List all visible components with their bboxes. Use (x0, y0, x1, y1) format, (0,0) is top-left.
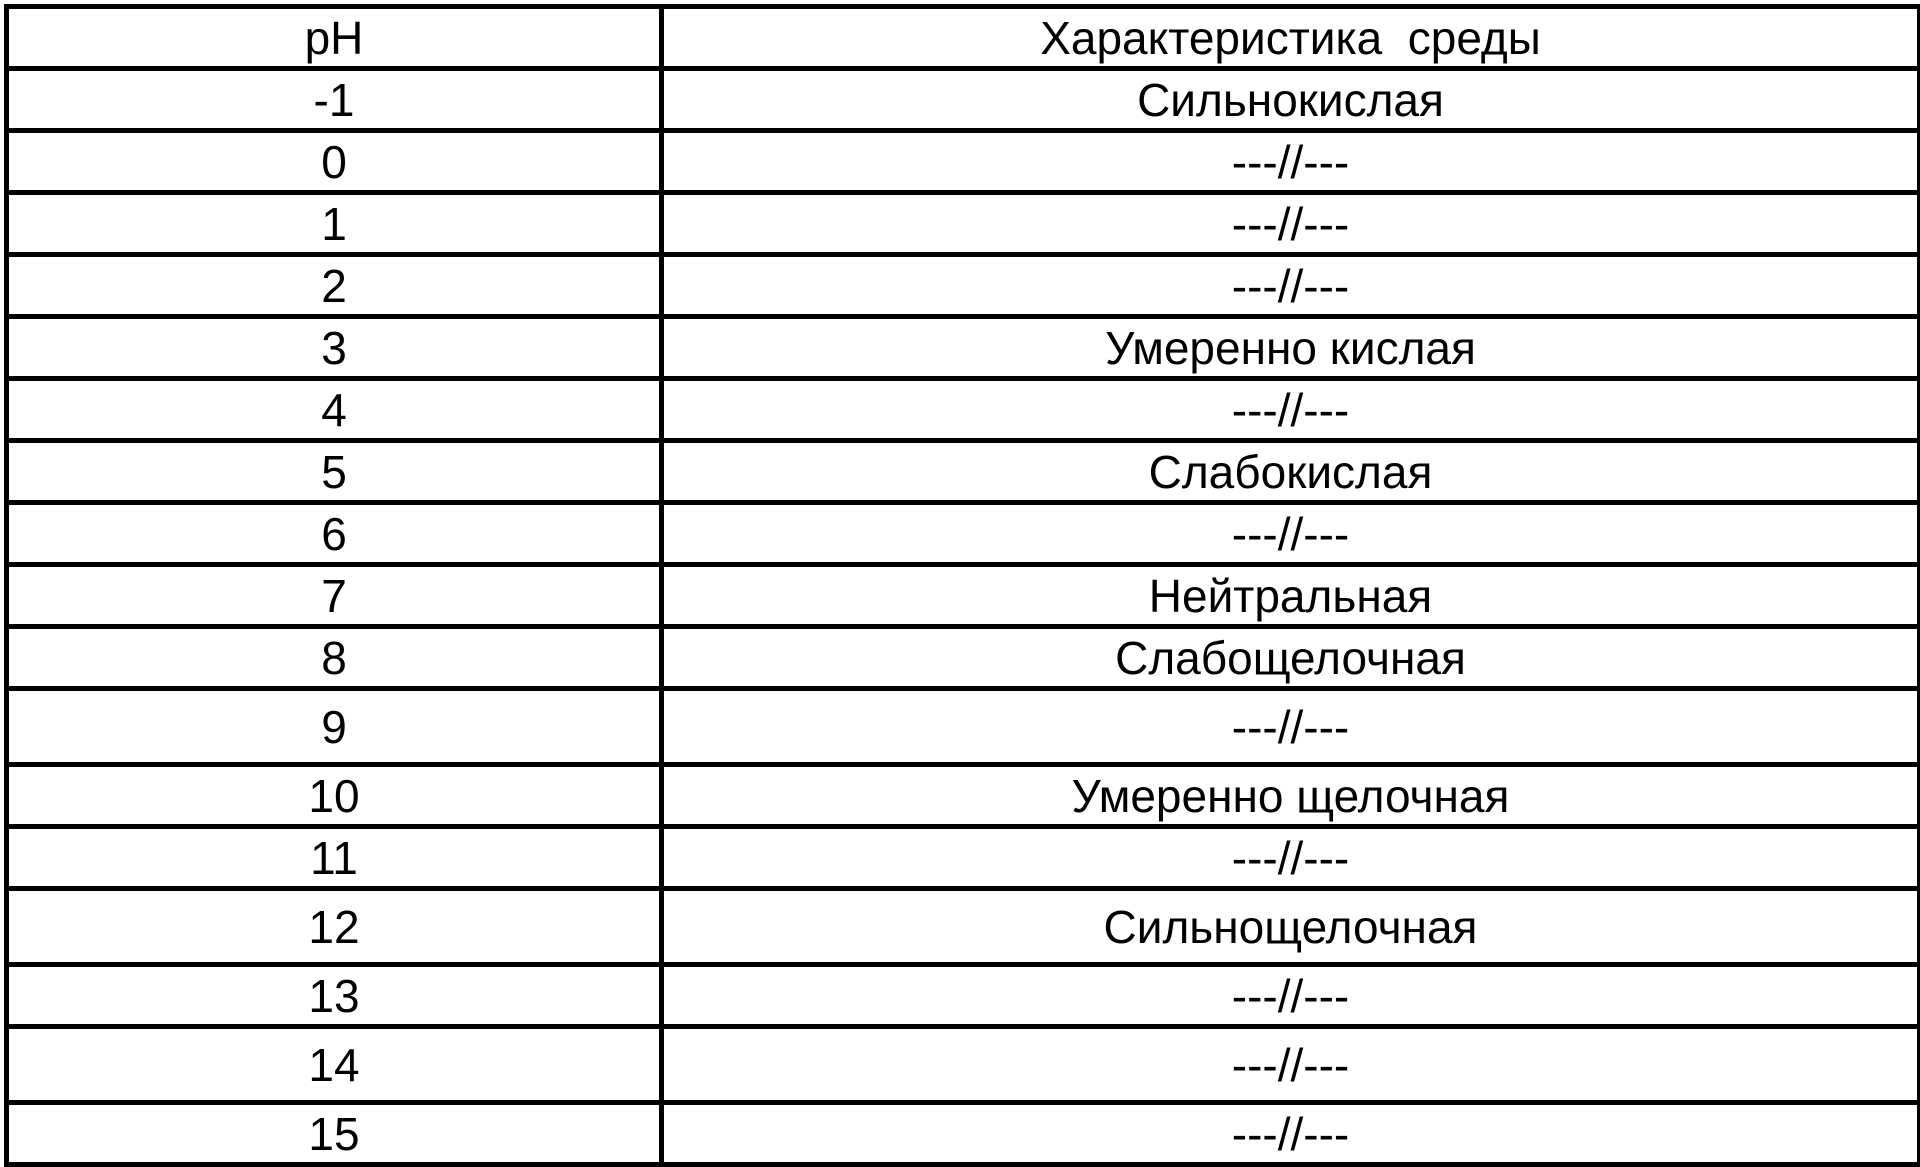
ph-value-cell: 8 (7, 627, 662, 689)
medium-description-cell: ---//--- (662, 193, 1920, 255)
header-medium-characteristic: Характеристика среды (662, 7, 1920, 69)
medium-description-cell: Умеренно щелочная (662, 765, 1920, 827)
ph-value-cell: 9 (7, 689, 662, 765)
ph-value-cell: 5 (7, 441, 662, 503)
medium-description-cell: ---//--- (662, 689, 1920, 765)
ph-value-cell: 2 (7, 255, 662, 317)
table-row (7, 689, 1920, 765)
medium-description-cell: ---//--- (662, 379, 1920, 441)
table-row (7, 131, 1920, 193)
medium-description-cell: ---//--- (662, 255, 1920, 317)
ph-value-cell: 15 (7, 1103, 662, 1165)
medium-description-cell: Сильнощелочная (662, 889, 1920, 965)
table-row (7, 827, 1920, 889)
medium-description-cell: ---//--- (662, 1027, 1920, 1103)
ph-value-cell: 13 (7, 965, 662, 1027)
table-row (7, 317, 1920, 379)
medium-description-cell: Нейтральная (662, 565, 1920, 627)
table-row (7, 1103, 1920, 1165)
table-row (7, 627, 1920, 689)
medium-description-cell: Сильнокислая (662, 69, 1920, 131)
table-row (7, 441, 1920, 503)
ph-value-cell: 10 (7, 765, 662, 827)
table-row (7, 889, 1920, 965)
medium-description-cell: Слабокислая (662, 441, 1920, 503)
medium-description-cell: ---//--- (662, 131, 1920, 193)
medium-description-cell: ---//--- (662, 1103, 1920, 1165)
ph-value-cell: 12 (7, 889, 662, 965)
table-row (7, 965, 1920, 1027)
ph-value-cell: 4 (7, 379, 662, 441)
table-header-row (7, 7, 1920, 69)
ph-value-cell: 1 (7, 193, 662, 255)
medium-description-cell: Умеренно кислая (662, 317, 1920, 379)
ph-value-cell: 7 (7, 565, 662, 627)
table-row (7, 193, 1920, 255)
ph-value-cell: 3 (7, 317, 662, 379)
medium-description-cell: ---//--- (662, 827, 1920, 889)
ph-medium-table (4, 4, 1920, 1167)
medium-description-cell: Слабощелочная (662, 627, 1920, 689)
ph-value-cell: 0 (7, 131, 662, 193)
table-row (7, 1027, 1920, 1103)
table-row (7, 69, 1920, 131)
ph-value-cell: 14 (7, 1027, 662, 1103)
table-row (7, 255, 1920, 317)
table-row (7, 379, 1920, 441)
ph-value-cell: 6 (7, 503, 662, 565)
ph-value-cell: 11 (7, 827, 662, 889)
table-row (7, 565, 1920, 627)
medium-description-cell: ---//--- (662, 965, 1920, 1027)
medium-description-cell: ---//--- (662, 503, 1920, 565)
header-ph: pH (7, 7, 662, 69)
table-row (7, 503, 1920, 565)
table-row (7, 765, 1920, 827)
ph-value-cell: -1 (7, 69, 662, 131)
